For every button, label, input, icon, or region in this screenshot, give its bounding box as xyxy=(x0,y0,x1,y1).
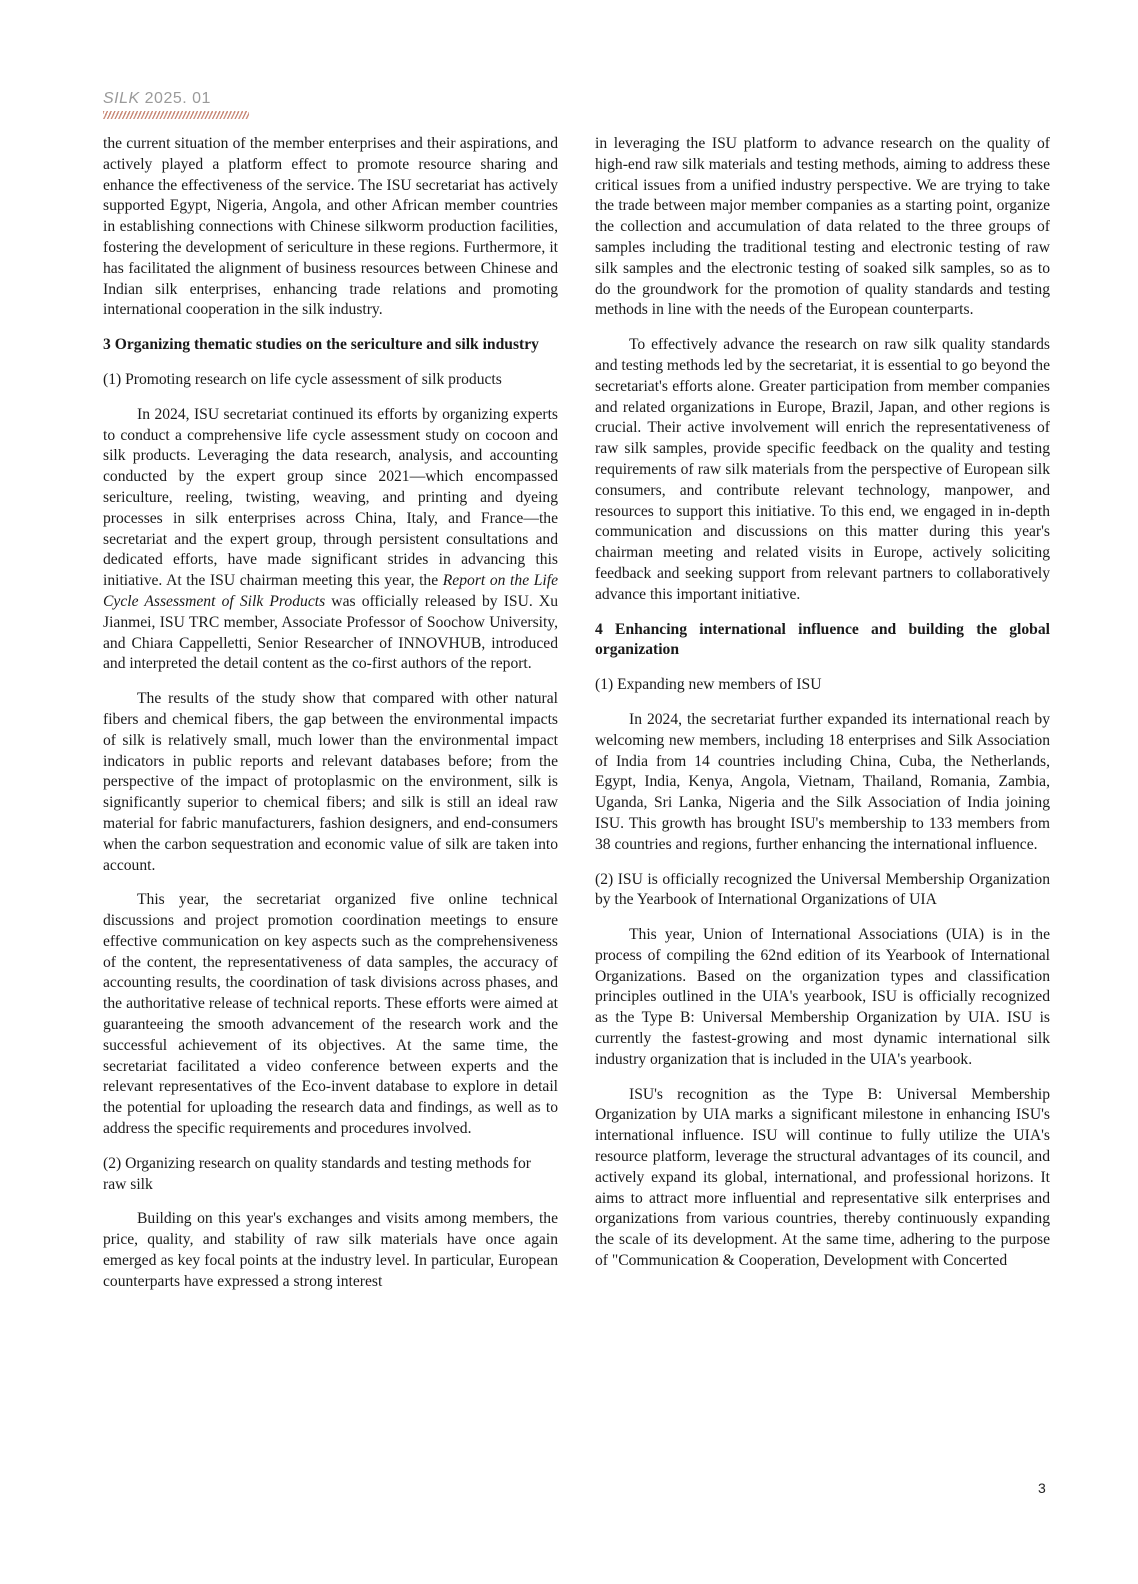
subsection-heading: (2) Organizing research on quality standards and testing methods for raw silk xyxy=(103,1154,531,1193)
paragraph: the current situation of the member enterprises and their aspirations, and actively played a platform effect to promote resource sharing and enhance the effectiveness of the service. The ISU secretariat has actively supported Egypt, Nigeria, Angola, and other African member countries in establishing connections with Chinese silkworm production facilities, fostering the development of sericulture in these regions. Furthermore, it has facilitated the alignment of business resources between Chinese and Indian silk enterprises, enhancing trade relations and promoting international cooperation in the silk industry. xyxy=(103,135,558,319)
left-column xyxy=(103,134,558,1307)
paragraph: The results of the study show that compared with other natural fibers and chemical fibers, the gap between the environmental impacts of silk is relatively small, much lower than the environmental impact indicators in public reports and relevant databases before; from the perspective of the impact of protoplasmic on the environment, silk is significantly superior to chemical fibers; and silk is still an ideal raw material for fabric manufacturers, fashion designers, and end-consumers when the carbon sequestration and economic value of silk are taken into account. xyxy=(103,690,558,874)
paragraph: in leveraging the ISU platform to advance research on the quality of high-end raw silk materials and testing methods, aiming to address these critical issues from a unified industry perspective. We are trying to take the trade between major member companies as a starting point, organize the collection and accumulation of data related to the three groups of samples including the traditional testing and electronic testing of raw silk samples and the electronic testing of soaked silk samples, so as to do the groundwork for the promotion of quality standards and testing methods in line with the needs of the European counterparts. xyxy=(595,135,1050,319)
paragraph: ISU's recognition as the Type B: Universal Membership Organization by UIA marks a significant milestone in enhancing ISU's international influence. ISU will continue to fully utilize the UIA's resource platform, leverage the structural advantages of its council, and actively expand its global, international, and professional horizons. It aims to attract more influential and representative silk enterprises and organizations from various countries, thereby continuously expanding the scale of its development. At the same time, adhering to the purpose of "Communication & Cooperation, Development with Concerted xyxy=(595,1085,1050,1270)
section-heading: 4 Enhancing international influence and building the global organization xyxy=(595,620,1050,659)
journal-name: SILK xyxy=(103,90,140,107)
paragraph: In 2024, the secretariat further expanded its international reach by welcoming new members, including 18 enterprises and Silk Association of India from 14 countries including China, Cuba, the Netherlands, Egypt, India, Kenya, Angola, Vietnam, Thailand, Romania, Zambia, Uganda, Sri Lanka, Nigeria and the Silk Association of India joining ISU. This growth has brought ISU's membership to 133 members from 38 countries and regions, further enhancing the international influence. xyxy=(595,710,1050,853)
page-number: 3 xyxy=(1038,1480,1046,1496)
paragraph-text: was officially released by ISU. Xu Jianmei, ISU TRC member, Associate Professor of Soochow University, and Chiara Cappelletti, Senior Researcher of INNOVHUB, introduced and interpreted the detail content as the co-first authors of the report. xyxy=(103,592,558,673)
paragraph-text: In 2024, ISU secretariat continued its efforts by organizing experts to conduct a comprehensive life cycle assessment study on cocoon and silk products. Leveraging the data research, analysis, and accounting conducted by the expert group since 2021—which encompassed sericulture, reeling, twisting, weaving, and printing and dyeing processes in silk enterprises across China, Italy, and France—the secretariat and the expert group, through persistent consultations and dedicated efforts, have made significant strides in advancing this initiative. At the ISU chairman meeting this year, the xyxy=(103,405,558,590)
subsection-heading: (1) Promoting research on life cycle assessment of silk products xyxy=(103,370,502,388)
subsection-heading: (2) ISU is officially recognized the Universal Membership Organization by the Yearbook of International Organizations of UIA xyxy=(595,870,1050,909)
subsection-heading: (1) Expanding new members of ISU xyxy=(595,676,822,694)
paragraph: To effectively advance the research on raw silk quality standards and testing methods led by the secretariat, it is essential to go beyond the secretariat's efforts alone. Greater participation from member companies and related organizations in Europe, Brazil, Japan, and other regions is crucial. Their active involvement will enrich the representativeness of raw silk samples, provide specific feedback on the quality and testing requirements of raw silk materials from the perspective of European silk consumers, and contribute relevant technology, manpower, and resources to support this initiative. To this end, we engaged in in-depth communication and discussions on this matter during this year's chairman meeting and related visits in Europe, actively soliciting feedback and seeking support from relevant partners to collaboratively advance this important initiative. xyxy=(595,336,1050,603)
report-title: Report on the Life Cycle Assessment of Silk Products xyxy=(103,572,558,610)
paragraph: This year, Union of International Associations (UIA) is in the process of compiling the 62nd edition of its Yearbook of International Organizations. Based on the organization types and classification principles outlined in the UIA's yearbook, ISU is officially recognized as the Type B: Universal Membership Organization by UIA. ISU is currently the fastest-growing and most dynamic international silk industry organization that is included in the UIA's yearbook. xyxy=(595,926,1050,1068)
paragraph: Building on this year's exchanges and visits among members, the price, quality, and stability of raw silk materials have once again emerged as key focal points at the industry level. In particular, European counterparts have expressed a strong interest xyxy=(103,1210,558,1290)
paragraph: This year, the secretariat organized five online technical discussions and project promotion coordination meetings to ensure effective communication on key aspects such as the comprehensiveness of the content, the representativeness of data samples, the accuracy of accounting results, the coordination of task divisions across phases, and the authoritative release of technical reports. These efforts were aimed at guaranteeing the smooth advancement of the research work and the successful achievement of its objectives. At the same time, the secretariat facilitated a video conference between experts and the relevant representatives of the Eco-invent database to explore in detail the potential for uploading the research data and findings, as well as to address the specific requirements and procedures involved. xyxy=(103,891,558,1138)
right-column xyxy=(595,134,1050,1286)
decorative-hatch-rule xyxy=(103,111,249,119)
journal-title xyxy=(103,89,303,109)
issue-number: 2025. 01 xyxy=(144,90,211,107)
paragraph xyxy=(103,405,558,675)
running-header xyxy=(103,89,303,123)
section-heading: 3 Organizing thematic studies on the sericulture and silk industry xyxy=(103,336,539,354)
